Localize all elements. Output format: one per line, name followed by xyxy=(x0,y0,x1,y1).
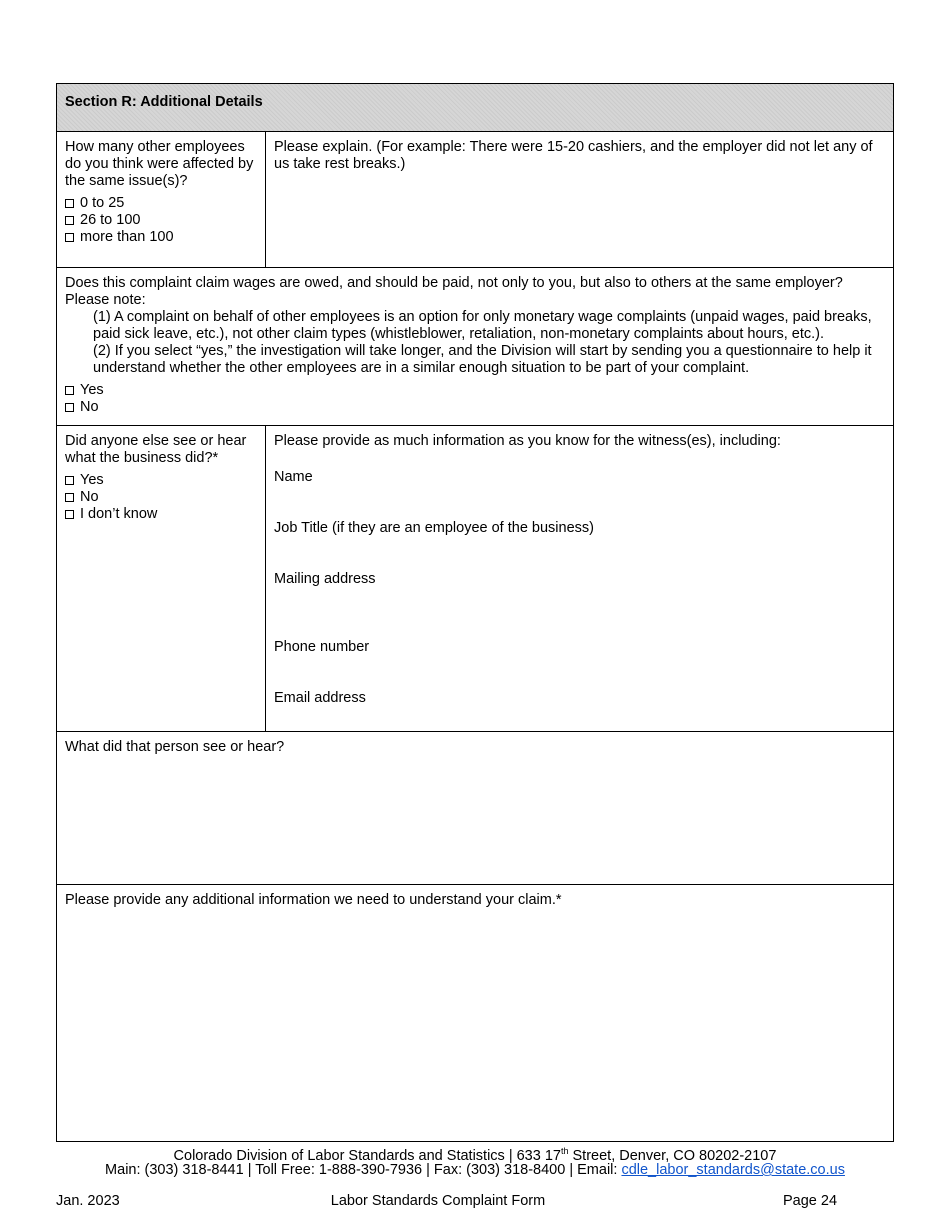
note-2: (2) If you select “yes,” the investigation will take longer, and the Division will start by sending you a questionnaire to help it understand whether the other employees are in a similar enough situation to be part of your complaint. xyxy=(93,343,872,376)
option-yes[interactable]: Yes xyxy=(65,472,257,489)
affected-question-cell xyxy=(57,132,266,267)
witness-row xyxy=(57,426,893,732)
option-yes[interactable]: Yes xyxy=(65,382,885,399)
witness-job-title-field[interactable]: Job Title (if they are an employee of the business) xyxy=(274,520,594,536)
checkbox-icon[interactable] xyxy=(65,216,74,225)
others-owed-row xyxy=(57,268,893,426)
footer-form-name: Labor Standards Complaint Form xyxy=(330,1193,546,1209)
witness-question: Did anyone else see or hear what the business did?* xyxy=(65,433,247,466)
option-more-than-100[interactable]: more than 100 xyxy=(65,229,257,246)
witness-mailing-address-field[interactable]: Mailing address xyxy=(274,571,376,587)
checkbox-icon[interactable] xyxy=(65,233,74,242)
section-header xyxy=(57,84,893,132)
checkbox-icon[interactable] xyxy=(65,510,74,519)
section-title: Section R: Additional Details xyxy=(65,94,263,110)
affected-options xyxy=(65,195,257,246)
saw-heard-question: What did that person see or hear? xyxy=(65,739,285,755)
additional-row xyxy=(57,885,893,1140)
footer-date: Jan. 2023 xyxy=(56,1193,120,1209)
saw-heard-field[interactable] xyxy=(57,732,893,884)
option-no[interactable]: No xyxy=(65,489,257,506)
checkbox-icon[interactable] xyxy=(65,199,74,208)
footer-contact: Main: (303) 318-8441 | Toll Free: 1-888-390-7936 | Fax: (303) 318-8400 | Email: cdle_labor_standards@state.co.us xyxy=(105,1162,845,1178)
note-label: Please note: xyxy=(65,292,146,308)
footer-address: Colorado Division of Labor Standards and Statistics | 633 17th Street, Denver, CO 80202-2107 xyxy=(173,1146,777,1164)
witness-options xyxy=(65,472,257,523)
checkbox-icon[interactable] xyxy=(65,386,74,395)
witness-info-cell xyxy=(266,426,893,731)
note-1: (1) A complaint on behalf of other employees is an option for only monetary wage complaints (unpaid wages, paid breaks, paid sick leave, etc.), not other claim types (whistleblower, retaliation, non-monetary complaints about hours, etc.). xyxy=(93,309,872,342)
footer-page-number: Page 24 xyxy=(783,1193,838,1209)
affected-question: How many other employees do you think were affected by the same issue(s)? xyxy=(65,139,254,189)
witness-question-cell xyxy=(57,426,266,731)
others-owed-options xyxy=(65,382,885,416)
additional-question: Please provide any additional information we need to understand your claim.* xyxy=(65,892,562,908)
option-26-to-100[interactable]: 26 to 100 xyxy=(65,212,257,229)
affected-row xyxy=(57,132,893,268)
witness-name-field[interactable]: Name xyxy=(274,469,313,485)
complaint-form-section xyxy=(56,83,894,1142)
others-owed-question: Does this complaint claim wages are owed, and should be paid, not only to you, but also to others at the same employer? xyxy=(65,275,843,291)
witness-phone-field[interactable]: Phone number xyxy=(274,639,370,655)
witness-info-prompt: Please provide as much information as you know for the witness(es), including: xyxy=(274,433,781,449)
option-no[interactable]: No xyxy=(65,399,885,416)
others-owed-cell xyxy=(57,268,893,425)
witness-email-field[interactable]: Email address xyxy=(274,690,366,706)
checkbox-icon[interactable] xyxy=(65,476,74,485)
email-link[interactable]: cdle_labor_standards@state.co.us xyxy=(621,1162,845,1178)
option-dont-know[interactable]: I don’t know xyxy=(65,506,257,523)
option-0-to-25[interactable]: 0 to 25 xyxy=(65,195,257,212)
affected-explain-prompt: Please explain. (For example: There were 15-20 cashiers, and the employer did not let any of us take rest breaks.) xyxy=(274,139,873,172)
saw-heard-row xyxy=(57,732,893,885)
additional-info-field[interactable] xyxy=(57,885,893,1140)
affected-explain-field[interactable] xyxy=(266,132,893,267)
checkbox-icon[interactable] xyxy=(65,403,74,412)
checkbox-icon[interactable] xyxy=(65,493,74,502)
